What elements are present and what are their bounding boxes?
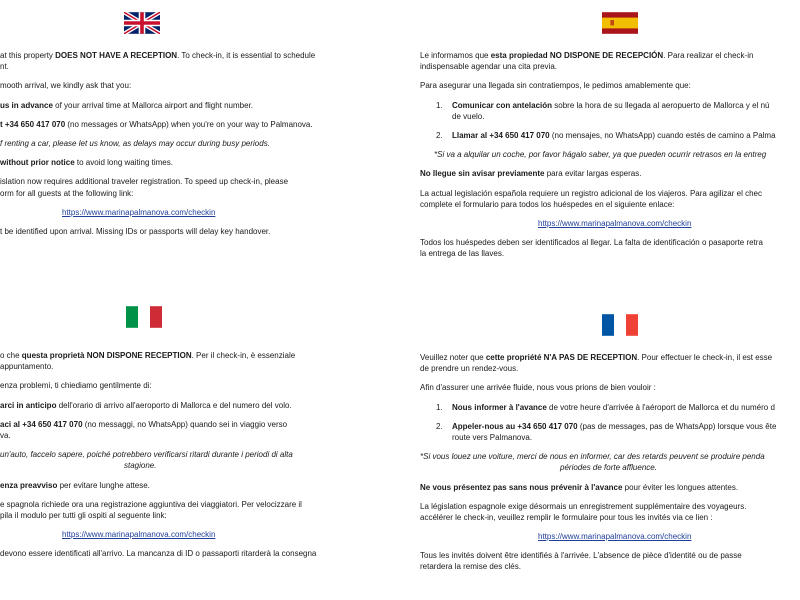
spain-flag-icon [602, 12, 638, 34]
it-item-1: arci in anticipo dell'orario di arrivo all'aeroporto di Mallorca e del numero del volo. [0, 400, 292, 410]
it-checkin-link[interactable]: https://www.marinapalmanova.com/checkin [62, 530, 216, 540]
en-legislation-cont: orm for all guests at the following link: [0, 188, 134, 198]
en-checkin-link[interactable]: https://www.marinapalmanova.com/checkin [62, 207, 216, 217]
en-legislation: islation now requires additional traveler registration. To speed up check-in, please [0, 177, 289, 187]
fr-id-note-cont: retardera la remise des clés. [420, 562, 521, 572]
it-request: enza problemi, ti chiediamo gentilmente di: [0, 381, 152, 391]
fr-item-1: 1. Nous informer à l'avance de votre heure d'arrivée à l'aéroport de Mallorca et du numéro d [436, 402, 775, 412]
es-car-note: *Si va a alquilar un coche, por favor hágalo saber, ya que pueden ocurrir retrasos en la entreg [434, 150, 767, 160]
fr-no-notice: Ne vous présentez pas sans nous prévenir à l'avance pour éviter les longues attentes. [420, 482, 739, 492]
it-legislation-cont: pila il modulo per tutti gli ospiti al seguente link: [0, 510, 167, 520]
fr-item-2: 2. Appeler-nous au +34 650 417 070 (pas de messages, pas de WhatsApp) lorsque vous ête [436, 421, 777, 431]
it-checkin-link-row [0, 529, 316, 540]
it-intro-cont: appuntamento. [0, 362, 54, 372]
fr-intro-cont: de prendre un rendez-vous. [420, 364, 519, 374]
it-legislation: e spagnola richiede ora una registrazione aggiuntiva dei viaggiatori. Per velocizzare il [0, 499, 302, 509]
en-intro-cont: nt. [0, 62, 9, 72]
it-item-2-cont: va. [0, 430, 11, 440]
fr-checkin-link[interactable]: https://www.marinapalmanova.com/checkin [538, 532, 692, 542]
fr-legislation-cont: accélérer le check-in, veuillez remplir le formulaire pour tous les invités via ce lien : [420, 512, 713, 522]
france-flag-icon [602, 314, 638, 336]
es-legislation-cont: complete el formulario para todos los huéspedes en el siguiente enlace: [420, 199, 675, 209]
fr-car-note-cont: périodes de forte affluence. [560, 463, 657, 473]
fr-checkin-link-row [420, 531, 776, 542]
en-intro: at this property DOES NOT HAVE A RECEPTION. To check-in, it is essential to schedule [0, 51, 316, 60]
fr-request: Afin d'assurer une arrivée fluide, nous vous prions de bien vouloir : [420, 383, 656, 393]
en-id-note: t be identified upon arrival. Missing IDs or passports will delay key handover. [0, 226, 271, 236]
it-id-note: devono essere identificati all'arrivo. La mancanza di ID o passaporti ritarderà la consegna [0, 549, 317, 559]
es-id-note-cont: la entrega de las llaves. [420, 249, 505, 259]
it-car-note-cont: stagione. [124, 461, 157, 471]
en-no-notice: without prior notice to avoid long waiting times. [0, 158, 173, 168]
fr-id-note: Tous les invités doivent être identifiés à l'arrivée. L'absence de pièce d'identité ou de passe [420, 551, 742, 561]
es-item-1: 1. Comunicar con antelación sobre la hora de su llegada al aeropuerto de Mallorca y el nú [436, 100, 770, 110]
en-checkin-link-row [0, 207, 315, 218]
italian-text [0, 350, 316, 567]
uk-flag-icon [124, 12, 160, 34]
en-item-2: t +34 650 417 070 (no messages or WhatsApp) when you're on your way to Palmanova. [0, 119, 313, 129]
italian-panel [0, 300, 400, 600]
it-no-notice: enza preavviso per evitare lunghe attese. [0, 480, 150, 490]
fr-intro: Veuillez noter que cette propriété N'A PAS DE RECEPTION. Pour effectuer le check-in, il est esse [420, 353, 773, 362]
en-item-1: us in advance of your arrival time at Mallorca airport and flight number. [0, 100, 254, 110]
french-text [420, 352, 776, 581]
spanish-panel [400, 0, 800, 300]
es-id-note: Todos los huéspedes deben ser identificados al llegar. La falta de identificación o pasaporte retra [420, 238, 763, 248]
it-car-note: un'auto, faccelo sapere, poiché potrebbero verificarsi ritardi durante i periodi di alta [0, 450, 293, 460]
english-panel [0, 0, 400, 300]
es-legislation: La actual legislación española requiere un registro adicional de los viajeros. Para agilizar el chec [420, 188, 762, 198]
fr-item-2-cont: route vers Palmanova. [452, 432, 533, 442]
es-checkin-link[interactable]: https://www.marinapalmanova.com/checkin [538, 218, 692, 228]
es-item-1-cont: de vuelo. [452, 111, 485, 121]
es-checkin-link-row [420, 218, 776, 229]
fr-legislation: La législation espagnole exige désormais un enregistrement supplémentaire des voyageurs. [420, 501, 747, 511]
es-request: Para asegurar una llegada sin contratiempos, le pedimos amablemente que: [420, 81, 691, 91]
italy-flag-icon [126, 306, 162, 328]
french-panel [400, 300, 800, 600]
es-intro-cont: indispensable agendar una cita previa. [420, 62, 557, 72]
es-intro: Le informamos que esta propiedad NO DISPONE DE RECEPCIÓN. Para realizar el check-in [420, 51, 754, 60]
english-text [0, 50, 315, 245]
es-no-notice: No llegue sin avisar previamente para evitar largas esperas. [420, 169, 642, 179]
it-intro: o che questa proprietà NON DISPONE RECEPTION. Per il check-in, è essenziale [0, 351, 296, 360]
en-request: mooth arrival, we kindly ask that you: [0, 81, 132, 91]
spanish-text [420, 50, 776, 267]
fr-car-note: *Si vous louez une voiture, merci de nous en informer, car des retards peuvent se produire penda [420, 452, 765, 462]
en-car-note: f renting a car, please let us know, as delays may occur during busy periods. [0, 138, 270, 148]
es-item-2: 2. Llamar al +34 650 417 070 (no mensajes, no WhatsApp) cuando estés de camino a Palma [436, 130, 776, 140]
it-item-2: aci al +34 650 417 070 (no messaggi, no WhatsApp) quando sei in viaggio verso [0, 419, 288, 429]
